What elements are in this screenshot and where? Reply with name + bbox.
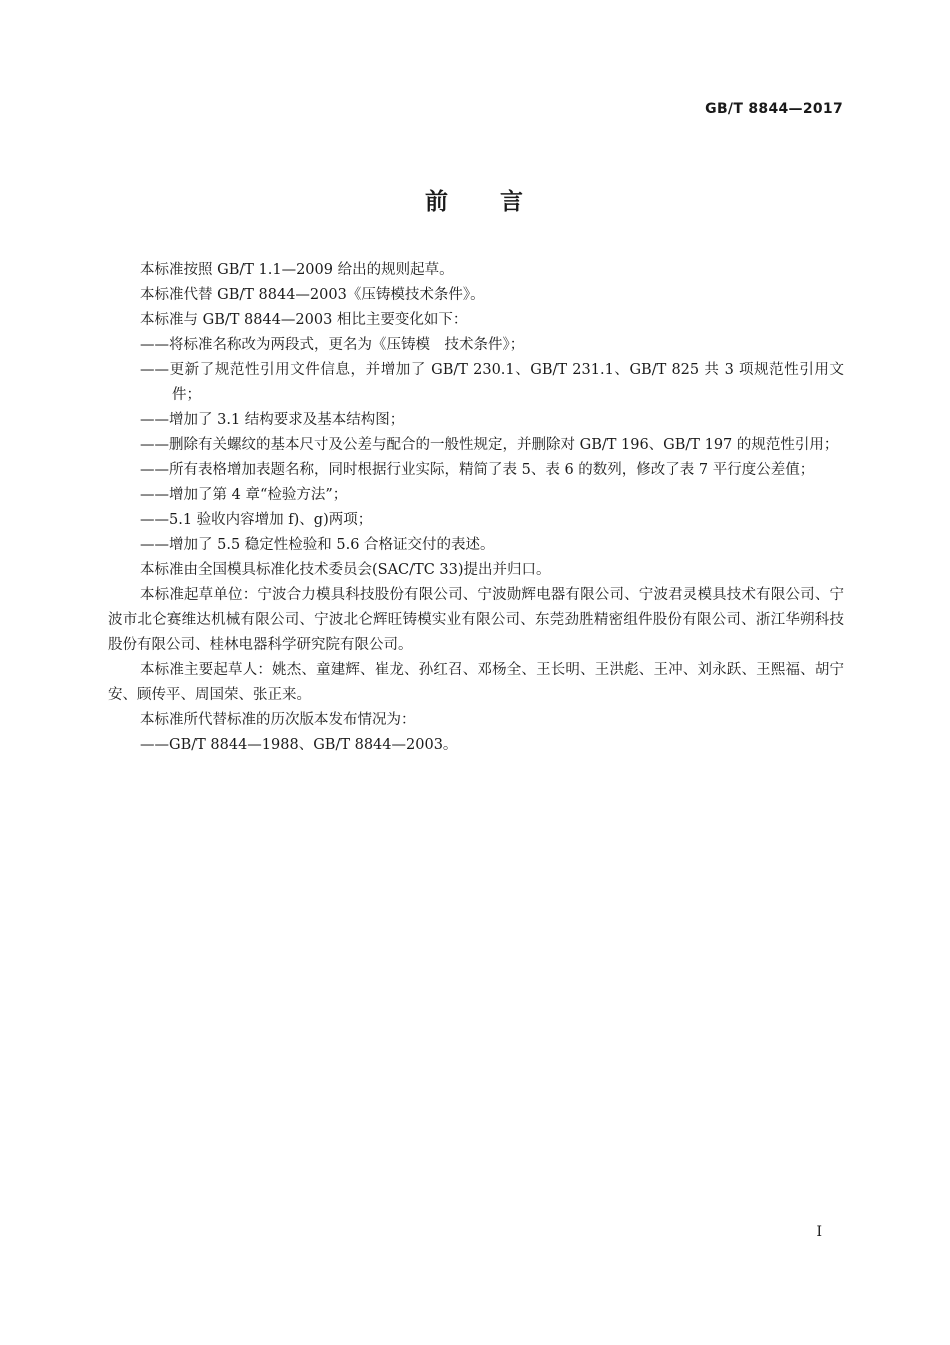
paragraph-history-intro: 本标准所代替标准的历次版本发布情况为： [140, 712, 416, 728]
list-item-change: ——增加了第 4 章“检验方法”； [140, 487, 348, 503]
paragraph-proposed-by: 本标准由全国模具标准化技术委员会(SAC/TC 33)提出并归口。 [140, 562, 551, 578]
standard-number: GB/T 8844—2017 [705, 101, 843, 117]
list-item-change: ——增加了 5.5 稳定性检验和 5.6 合格证交付的表述。 [140, 537, 495, 553]
page-number: I [816, 1224, 822, 1240]
page-title: 前 言 [425, 189, 525, 215]
paragraph-drafting-units: 本标准起草单位：宁波合力模具科技股份有限公司、宁波勋辉电器有限公司、宁波君灵模具技术有限公司、宁波市北仑赛维达机械有限公司、宁波北仑辉旺铸模实业有限公司、东莞劲胜精密组件股份有限公司、浙江华朔科技股份有限公司、桂林电器科学研究院有限公司。 [108, 587, 844, 653]
list-item-change: ——更新了规范性引用文件信息，并增加了 GB/T 230.1、GB/T 231.1、GB/T 825 共 3 项规范性引用文件； [140, 362, 844, 403]
list-item-change: ——删除有关螺纹的基本尺寸及公差与配合的一般性规定，并删除对 GB/T 196、GB/T 197 的规范性引用； [140, 437, 839, 453]
list-item-change: ——将标准名称改为两段式，更名为《压铸模 技术条件》； [140, 337, 525, 353]
list-item-change: ——所有表格增加表题名称，同时根据行业实际，精简了表 5、表 6 的数列，修改了表 7 平行度公差值； [140, 462, 815, 478]
list-item-change: ——5.1 验收内容增加 f)、g)两项； [140, 512, 373, 528]
paragraph-drafting-rule: 本标准按照 GB/T 1.1—2009 给出的规则起草。 [140, 262, 454, 278]
paragraph-replaces: 本标准代替 GB/T 8844—2003《压铸模技术条件》。 [140, 287, 485, 303]
document-body [108, 258, 844, 758]
list-item-history: ——GB/T 8844—1988、GB/T 8844—2003。 [140, 737, 458, 753]
paragraph-changes-intro: 本标准与 GB/T 8844—2003 相比主要变化如下： [140, 312, 468, 328]
list-item-change: ——增加了 3.1 结构要求及基本结构图； [140, 412, 405, 428]
paragraph-drafters: 本标准主要起草人：姚杰、童建辉、崔龙、孙红召、邓杨全、王长明、王洪彪、王冲、刘永跃、王熙福、胡宁安、顾传平、周国荣、张正来。 [108, 662, 844, 703]
